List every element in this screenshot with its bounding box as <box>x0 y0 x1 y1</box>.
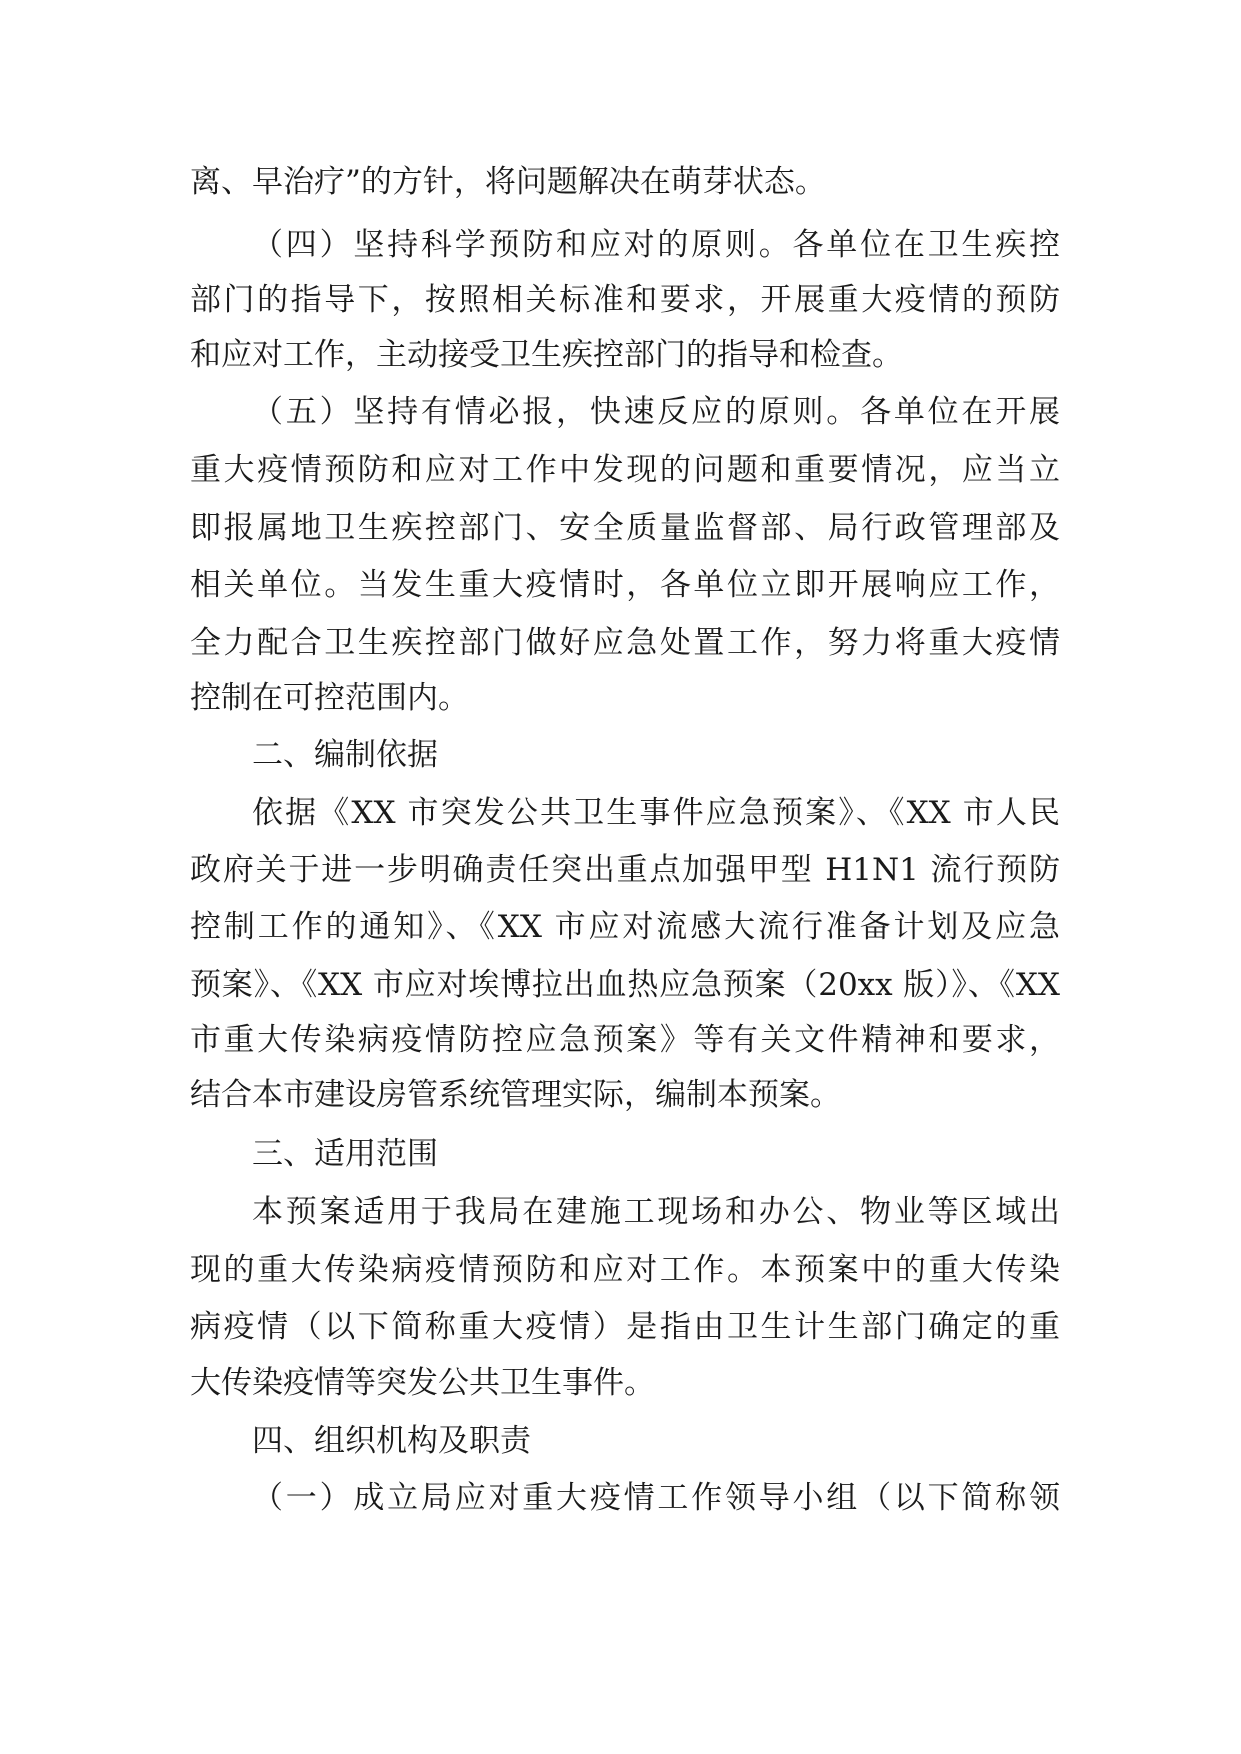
text-line: 控制在可控范围内。 <box>190 680 469 716</box>
text-line: （一）成立局应对重大疫情工作领导小组（以下简称领 <box>252 1480 1060 1516</box>
text-line: 离、早治疗”的方针，将问题解决在萌芽状态。 <box>190 164 826 200</box>
section-heading: 四、组织机构及职责 <box>252 1423 531 1459</box>
text-line: 全力配合卫生疾控部门做好应急处置工作，努力将重大疫情 <box>190 625 1060 661</box>
text-line: 相关单位。当发生重大疫情时，各单位立即开展响应工作， <box>190 567 1060 603</box>
text-line: 结合本市建设房管系统管理实际，编制本预案。 <box>190 1077 841 1113</box>
text-line: 大传染疫情等突发公共卫生事件。 <box>190 1365 655 1401</box>
text-line: 和应对工作，主动接受卫生疾控部门的指导和检查。 <box>190 337 903 373</box>
text-line: 部门的指导下，按照相关标准和要求，开展重大疫情的预防 <box>190 282 1060 318</box>
text-line: 病疫情（以下简称重大疫情）是指由卫生计生部门确定的重 <box>190 1309 1060 1345</box>
text-line: 预案》、《XX 市应对埃博拉出血热应急预案（20xx 版）》、《XX <box>190 967 1060 1003</box>
text-line: （五）坚持有情必报，快速反应的原则。各单位在开展 <box>252 394 1060 430</box>
text-line: （四）坚持科学预防和应对的原则。各单位在卫生疾控 <box>252 227 1060 263</box>
text-line: 即报属地卫生疾控部门、安全质量监督部、局行政管理部及 <box>190 510 1060 546</box>
text-line: 重大疫情预防和应对工作中发现的问题和重要情况，应当立 <box>190 452 1060 488</box>
text-line: 本预案适用于我局在建施工现场和办公、物业等区域出 <box>252 1194 1060 1230</box>
text-line: 现的重大传染病疫情预防和应对工作。本预案中的重大传染 <box>190 1252 1060 1288</box>
section-heading: 二、编制依据 <box>252 737 438 773</box>
text-line: 政府关于进一步明确责任突出重点加强甲型 H1N1 流行预防 <box>190 852 1060 888</box>
text-line: 市重大传染病疫情防控应急预案》等有关文件精神和要求， <box>190 1022 1060 1058</box>
text-line: 依据《XX 市突发公共卫生事件应急预案》、《XX 市人民 <box>252 795 1060 831</box>
section-heading: 三、适用范围 <box>252 1136 438 1172</box>
text-line: 控制工作的通知》、《XX 市应对流感大流行准备计划及应急 <box>190 909 1060 945</box>
